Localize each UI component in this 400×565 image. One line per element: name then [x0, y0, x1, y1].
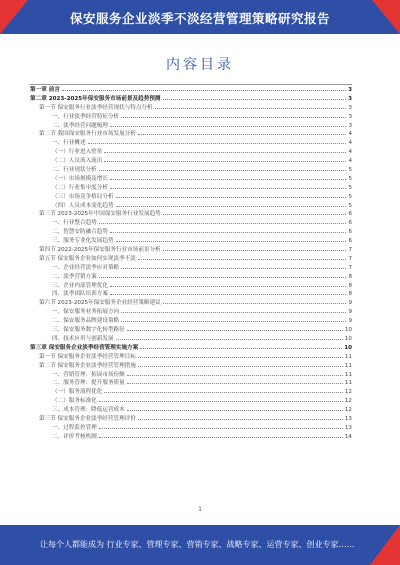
toc-entry-text: 第三章 保安服务企业淡季经营管理实施方案: [30, 344, 139, 351]
toc-entry-page: 13: [344, 424, 352, 431]
toc-entry[interactable]: [30, 433, 352, 442]
toc-entry-text: 一、企业经营淡季应对策略: [52, 264, 120, 271]
toc-entry-page: 12: [344, 398, 352, 405]
toc-entry-page: 3: [348, 95, 352, 102]
toc-entry-page: 5: [348, 167, 352, 174]
toc-leader-dots: [127, 383, 343, 384]
toc-leader-dots: [121, 321, 346, 322]
toc-entry-page: 6: [348, 220, 352, 227]
toc-entry-text: 第一章 前言: [30, 87, 60, 93]
toc-heading: 内容目录: [166, 57, 234, 73]
toc-entry[interactable]: [30, 308, 352, 317]
toc-entry-text: 二、行业现状分析: [52, 167, 97, 174]
toc-entry-text: （四）人员成本变化趋势: [52, 202, 114, 209]
toc-entry-page: 4: [348, 158, 352, 165]
toc-entry-page: 6: [348, 238, 352, 245]
toc-entry[interactable]: [30, 264, 352, 273]
toc-entry[interactable]: [30, 139, 352, 148]
toc-entry-page: 9: [348, 300, 352, 307]
toc-entry[interactable]: [30, 148, 352, 157]
toc-entry-text: 四、淡季团队培训方案: [52, 291, 108, 298]
toc-entry-text: 三、成本管理：降低运营成本: [52, 407, 125, 414]
toc-entry-page: 3: [348, 122, 352, 129]
toc-entry-page: 8: [348, 273, 352, 280]
toc-entry[interactable]: [30, 317, 352, 326]
toc-leader-dots: [110, 294, 346, 295]
toc-entry-page: 5: [348, 175, 352, 182]
toc-entry[interactable]: [30, 415, 352, 424]
toc-entry-page: 9: [348, 309, 352, 316]
toc-entry[interactable]: [30, 113, 352, 122]
toc-entry-text: 二、服务管理：提升服务质量: [52, 380, 125, 387]
table-of-contents: [30, 86, 352, 442]
toc-entry-page: 10: [344, 344, 352, 351]
toc-entry-text: 第一节 保安服务行业淡季经营现状与特点分析: [39, 104, 153, 111]
toc-entry-text: 第三节 2023-2025年中国保安服务行业发展趋势: [39, 211, 161, 218]
toc-entry-page: 7: [348, 255, 352, 262]
toc-entry-page: 5: [348, 184, 352, 191]
toc-entry-page: 3: [348, 104, 352, 111]
toc-leader-dots: [110, 286, 346, 287]
toc-entry-text: 第二章 2023-2025年保安服务市场前景及趋势预测: [30, 95, 161, 102]
toc-leader-dots: [140, 348, 342, 349]
toc-entry-page: 11: [344, 380, 352, 387]
report-header: [0, 0, 400, 34]
toc-entry-text: 二、保安服务品牌建设策略: [52, 318, 120, 325]
toc-entry-page: 10: [344, 335, 352, 342]
toc-entry-text: （二）行业集中度分析: [52, 184, 108, 191]
toc-entry[interactable]: [30, 371, 352, 380]
toc-entry-page: 13: [344, 415, 352, 422]
toc-leader-dots: [104, 152, 346, 153]
toc-entry-text: 二、评价考核机制: [52, 433, 97, 440]
toc-entry[interactable]: [30, 299, 352, 308]
toc-entry-page: 8: [348, 282, 352, 289]
toc-entry[interactable]: [30, 353, 352, 362]
toc-entry[interactable]: [30, 282, 352, 291]
toc-entry-page: 14: [344, 433, 352, 440]
toc-leader-dots: [116, 197, 347, 198]
toc-entry-text: 一、行业淡季经营特征分析: [52, 113, 120, 120]
toc-entry-page: 7: [348, 247, 352, 254]
toc-entry-page: 9: [348, 318, 352, 325]
toc-entry-text: 四、技术应用与创新发展: [52, 335, 114, 342]
toc-entry-text: （一）市场规模及增长: [52, 175, 108, 182]
report-title: 保安服务企业淡季不淡经营管理策略研究报告: [69, 11, 330, 26]
toc-entry-page: 6: [348, 211, 352, 218]
toc-leader-dots: [163, 303, 347, 304]
toc-leader-dots: [138, 259, 347, 260]
toc-leader-dots: [99, 170, 347, 171]
toc-entry-page: 8: [348, 291, 352, 298]
toc-top-rule: [30, 84, 352, 85]
toc-leader-dots: [127, 330, 343, 331]
toc-leader-dots: [104, 392, 343, 393]
toc-leader-dots: [155, 108, 347, 109]
toc-entry[interactable]: [30, 228, 352, 237]
toc-leader-dots: [163, 250, 347, 251]
toc-entry-text: 二、淡季营销方案: [52, 273, 97, 280]
toc-entry[interactable]: [30, 424, 352, 433]
toc-entry-text: 第四节 2022-2025年保安服务行业市场前景分析: [39, 247, 161, 254]
page-number: 1: [198, 506, 202, 513]
toc-entry-page: 4: [348, 131, 352, 138]
footer-red-corner: [370, 525, 400, 565]
toc-entry-text: （三）市场竞争格局分析: [52, 193, 114, 200]
toc-leader-dots: [121, 117, 346, 118]
toc-leader-dots: [88, 143, 347, 144]
toc-entry-page: 6: [348, 229, 352, 236]
toc-leader-dots: [110, 188, 346, 189]
toc-entry[interactable]: [30, 255, 352, 264]
toc-entry-text: 一、保安服务业务拓展方向: [52, 309, 120, 316]
toc-entry-text: 第二节 保安服务企业淡季经营管理措施: [39, 362, 136, 369]
toc-entry-text: （一）服务流程优化: [52, 389, 103, 396]
toc-entry-text: 第五节 保安服务企业如何实现淡季不淡: [39, 255, 136, 262]
toc-leader-dots: [110, 232, 346, 233]
toc-entry[interactable]: [30, 184, 352, 193]
toc-leader-dots: [99, 428, 343, 429]
toc-entry[interactable]: [30, 237, 352, 246]
toc-leader-dots: [127, 410, 343, 411]
toc-entry-text: 第一节 保安服务企业淡季经营管理目标: [39, 353, 136, 360]
toc-entry[interactable]: [30, 210, 352, 219]
toc-entry[interactable]: [30, 362, 352, 371]
toc-leader-dots: [104, 161, 346, 162]
toc-entry-text: 三、保安服务数字化转型路径: [52, 327, 125, 334]
toc-entry-text: 一、营销管理：拓展市场份额: [52, 371, 125, 378]
toc-entry[interactable]: [30, 290, 352, 299]
toc-leader-dots: [138, 357, 343, 358]
toc-leader-dots: [99, 401, 343, 402]
toc-entry[interactable]: [30, 157, 352, 166]
toc-leader-dots: [110, 126, 346, 127]
toc-entry-page: 12: [344, 389, 352, 396]
toc-entry[interactable]: [30, 219, 352, 228]
toc-leader-dots: [138, 419, 343, 420]
toc-entry[interactable]: [30, 397, 352, 406]
toc-leader-dots: [163, 214, 347, 215]
toc-leader-dots: [127, 375, 343, 376]
toc-entry[interactable]: [30, 193, 352, 202]
toc-leader-dots: [116, 339, 343, 340]
footer-slogan: 让每个人都能成为 行业专家、管理专家、营销专家、战略专家、运营专家、创业专家……: [40, 540, 355, 549]
toc-entry[interactable]: [30, 344, 352, 353]
toc-entry-text: （二）服务标准化: [52, 398, 97, 405]
toc-entry[interactable]: [30, 202, 352, 211]
toc-entry-page: 4: [348, 149, 352, 156]
toc-entry-text: 第二节 我国保安服务行业市场发展分析: [39, 131, 136, 138]
toc-entry-text: 二、智慧安防融合趋势: [52, 229, 108, 236]
toc-entry[interactable]: [30, 326, 352, 335]
toc-entry[interactable]: [30, 175, 352, 184]
toc-entry-text: 一、行业概述: [52, 140, 86, 147]
toc-entry[interactable]: [30, 104, 352, 113]
toc-entry-text: 二、淡季经营问题梳理: [52, 122, 108, 129]
toc-leader-dots: [110, 179, 346, 180]
toc-entry[interactable]: [30, 273, 352, 282]
toc-entry[interactable]: [30, 388, 352, 397]
toc-entry[interactable]: [30, 86, 352, 95]
toc-entry-page: 7: [348, 264, 352, 271]
toc-entry-text: （二）人员流入流出: [52, 158, 103, 165]
toc-entry[interactable]: [30, 122, 352, 131]
toc-leader-dots: [99, 277, 347, 278]
toc-leader-dots: [99, 223, 347, 224]
toc-entry-text: 第三节 保安服务企业淡季经营管理评价: [39, 415, 136, 422]
toc-entry[interactable]: [30, 379, 352, 388]
toc-entry[interactable]: [30, 130, 352, 139]
toc-entry[interactable]: [30, 406, 352, 415]
toc-entry-text: 一、过程监控管理: [52, 424, 97, 431]
toc-entry[interactable]: [30, 95, 352, 104]
toc-entry-page: 12: [344, 407, 352, 414]
toc-leader-dots: [121, 312, 346, 313]
toc-entry[interactable]: [30, 335, 352, 344]
toc-entry-page: 3: [348, 113, 352, 120]
toc-leader-dots: [62, 90, 346, 91]
toc-leader-dots: [121, 268, 346, 269]
toc-entry-text: （一）行业进入壁垒: [52, 149, 103, 156]
toc-entry[interactable]: [30, 246, 352, 255]
toc-entry-page: 4: [348, 140, 352, 147]
toc-leader-dots: [99, 437, 343, 438]
toc-leader-dots: [138, 366, 343, 367]
toc-leader-dots: [116, 241, 347, 242]
toc-entry-text: 三、服务专业化发展趋势: [52, 238, 114, 245]
toc-leader-dots: [116, 206, 347, 207]
toc-entry-page: 11: [344, 353, 352, 360]
toc-entry-page: 5: [348, 193, 352, 200]
toc-entry-page: 3: [348, 87, 352, 93]
toc-entry-text: 三、企业内部管理优化: [52, 282, 108, 289]
toc-entry-page: 10: [344, 327, 352, 334]
toc-leader-dots: [138, 134, 347, 135]
report-footer: [0, 525, 400, 565]
toc-entry-text: 第六节 2023-2025年保安服务企业经营策略建议: [39, 300, 161, 307]
toc-entry-page: 11: [344, 362, 352, 369]
toc-entry-text: 一、行业整合趋势: [52, 220, 97, 227]
toc-entry-page: 11: [344, 371, 352, 378]
toc-leader-dots: [163, 99, 347, 100]
toc-entry[interactable]: [30, 166, 352, 175]
toc-entry-page: 5: [348, 202, 352, 209]
